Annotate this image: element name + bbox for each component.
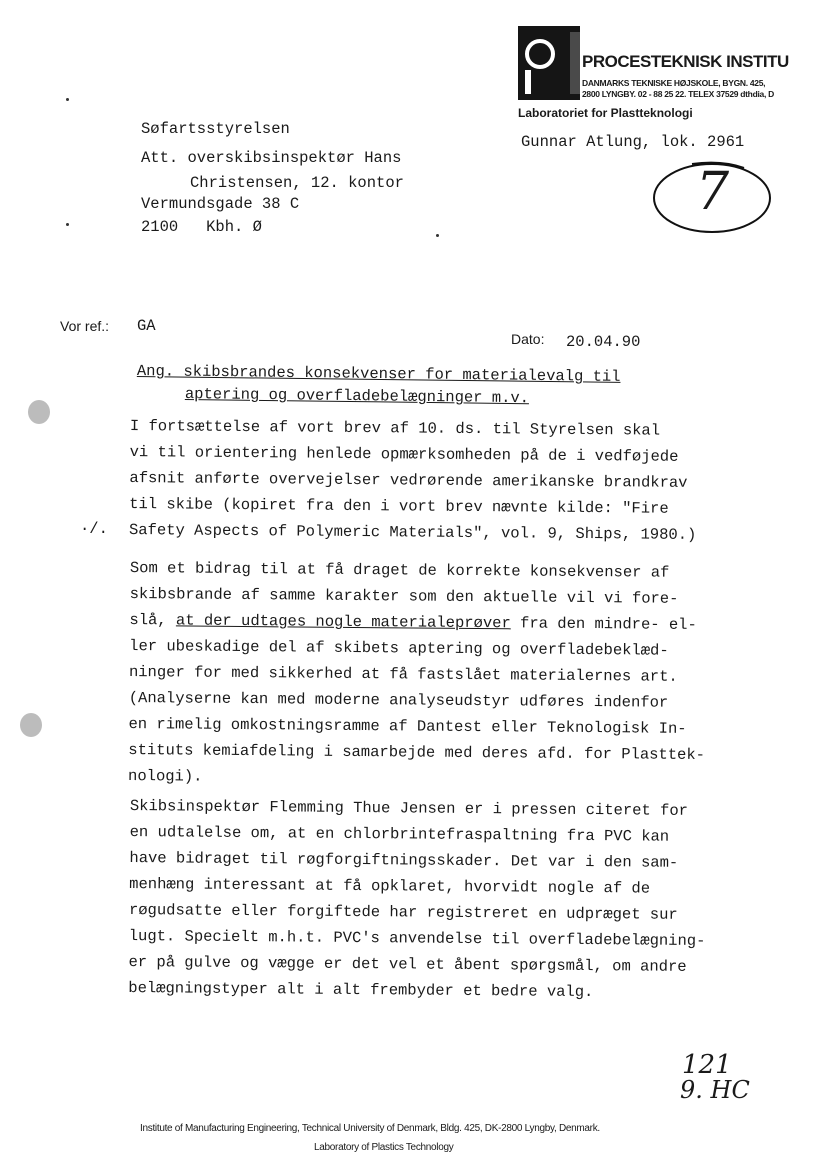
text-line: til skibe (kopiret fra den i vort brev nævnte kilde: "Fire: [129, 494, 669, 518]
text-line: en rimelig omkostningsramme af Dantest eller Teknologisk In-: [128, 714, 687, 738]
recipient-line: Att. overskibsinspektør Hans: [141, 149, 402, 167]
text-line: menhæng interessant at få opklaret, hvorvidt nogle af de: [129, 874, 651, 898]
text-line: Skibsinspektør Flemming Thue Jensen er i pressen citeret for: [129, 796, 689, 820]
recipient-line: Vermundsgade 38 C: [141, 195, 300, 213]
recipient-line: Søfartsstyrelsen: [141, 120, 290, 138]
recipient-line: Christensen, 12. kontor: [190, 174, 404, 192]
underlined-phrase: at der udtages nogle materialeprøver: [175, 611, 511, 633]
punch-hole-top: [28, 400, 50, 424]
handwritten-circled-number: 7: [652, 156, 774, 236]
paragraph-1: [129, 413, 750, 548]
text-line: vi til orientering henlede opmærksomheden på de i vedføjede: [129, 442, 679, 466]
margin-mark: ·/.: [80, 520, 108, 538]
institute-name: PROCESTEKNISK INSTITU: [582, 52, 789, 71]
paragraph-3: [128, 793, 750, 1006]
text-line: Safety Aspects of Polymeric Materials", vol. 9, Ships, 1980.): [128, 520, 697, 544]
text-line: ler ubeskadige del af skibets aptering og overfladebeklæd-: [129, 636, 669, 660]
paragraph-2: [128, 555, 750, 794]
speck: [66, 98, 69, 101]
text-line: I fortsættelse af vort brev af 10. ds. til Styrelsen skal: [129, 416, 661, 440]
handwritten-note-initials: 9. HC: [680, 1076, 750, 1104]
text-line: slå, at der udtages nogle materialeprøver fra den mindre- el-: [129, 610, 697, 634]
ref-label: Vor ref.:: [60, 318, 110, 334]
punch-hole-bottom: [20, 713, 42, 737]
footer-line1: Institute of Manufacturing Engineering, Technical University of Denmark, Bldg. 425, DK-2800 Lyngby, Denmark.: [140, 1123, 600, 1134]
text-line: røgudsatte eller forgiftede har registreret en udpræget sur: [128, 900, 678, 924]
laboratory-name: Laboratoriet for Plastteknologi: [518, 106, 693, 120]
text-line: belægningstyper alt i alt frembyder et bedre valg.: [128, 978, 594, 1002]
ref-value: GA: [137, 317, 156, 335]
institute-address-line1: DANMARKS TEKNISKE HØJSKOLE, BYGN. 425,: [582, 78, 766, 88]
text-line: have bidraget til røgforgiftningsskader. Det var i den sam-: [129, 848, 679, 872]
institute-logo: [518, 26, 580, 100]
text-line: ninger for med sikkerhed at få fastslået materialernes art.: [128, 662, 678, 686]
text-line: (Analyserne kan med moderne analyseudstyr udføres indenfor: [128, 688, 669, 712]
institute-address-line2: 2800 LYNGBY. 02 - 88 25 22. TELEX 37529 dthdia, D: [582, 89, 774, 99]
handwritten-note-number: 121: [682, 1050, 732, 1080]
text-line: en udtalelse om, at en chlorbrintefraspaltning fra PVC kan: [129, 822, 670, 846]
text-line: stituts kemiafdeling i samarbejde med deres afd. for Plasttek-: [128, 740, 706, 765]
text-line: Som et bidrag til at få draget de korrekte konsekvenser af: [129, 558, 670, 582]
text-line: skibsbrande af samme karakter som den aktuelle vil vi fore-: [129, 584, 679, 608]
date-value: 20.04.90: [566, 333, 641, 351]
subject-line: aptering og overfladebelægninger m.v.: [184, 385, 530, 408]
text-line: er på gulve og vægge er det vel et åbent spørgsmål, om andre: [128, 952, 687, 976]
text-line: nologi).: [127, 766, 203, 786]
speck: [436, 234, 439, 237]
speck: [66, 223, 69, 226]
text-line: lugt. Specielt m.h.t. PVC's anvendelse til overfladebelægning-: [128, 926, 706, 951]
date-label: Dato:: [511, 331, 545, 347]
text-line: afsnit anførte overvejelser vedrørende amerikanske brandkrav: [129, 468, 688, 492]
footer-line2: Laboratory of Plastics Technology: [314, 1142, 454, 1153]
recipient-line: 2100 Kbh. Ø: [141, 218, 262, 236]
sender-line: Gunnar Atlung, lok. 2961: [521, 133, 745, 151]
subject-line: Ang. skibsbrandes konsekvenser for materialevalg til: [136, 362, 621, 386]
